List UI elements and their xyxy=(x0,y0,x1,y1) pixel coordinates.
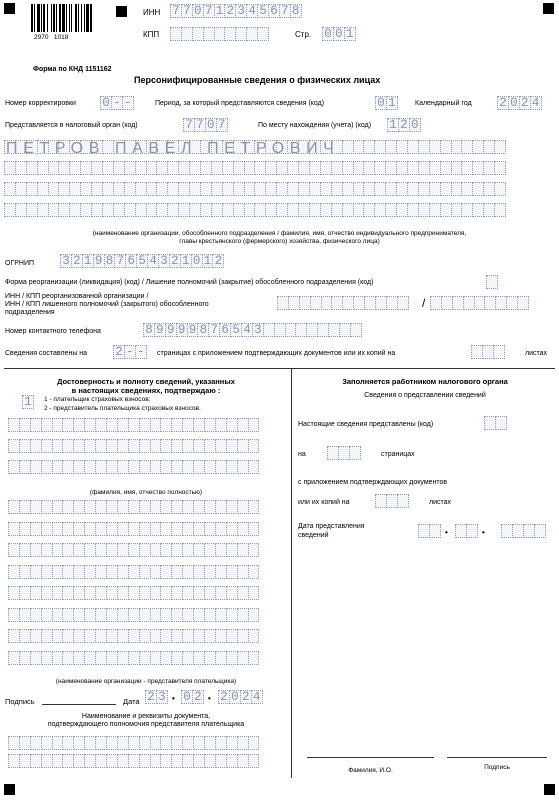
left-heading: Достоверность и полноту сведений, указанных xyxy=(57,377,235,386)
input-cell: 0 xyxy=(375,96,387,110)
input-cell: 2 xyxy=(224,4,236,18)
input-cell: 2 xyxy=(218,690,230,704)
ogrnip-label: ОГРНИП xyxy=(5,260,35,267)
barcode-bar xyxy=(66,4,67,32)
grid-row xyxy=(4,161,505,182)
input-cell xyxy=(257,27,269,41)
input-cell: 5 xyxy=(136,254,148,268)
input-cell: 0 xyxy=(229,690,241,704)
name-caption: (наименование организации, обособленного подразделения / фамилия, имя, отчество индивидуального предпринимателя, xyxy=(92,230,467,237)
grid-row xyxy=(8,565,258,587)
officer-fio-line[interactable] xyxy=(307,757,434,758)
period-label: Период, за который представляются сведения (код) xyxy=(155,100,325,107)
input-cell: 9 xyxy=(154,323,166,337)
input-cell: 6 xyxy=(219,323,231,337)
input-cell: 5 xyxy=(230,323,242,337)
barcode-bar xyxy=(84,4,85,32)
fio-caption: (фамилия, имя, отчество полностью) xyxy=(89,489,203,496)
ogrnip-field[interactable] xyxy=(60,254,223,268)
input-cell: 3 xyxy=(252,323,264,337)
tax-authority-field[interactable] xyxy=(183,118,227,132)
barcode-bar xyxy=(86,4,89,32)
year-label: Календарный год xyxy=(415,100,472,107)
location-label: По месту нахождения (учета) (код) xyxy=(258,122,372,129)
date-month-field[interactable] xyxy=(181,690,203,704)
reorg-inn-field[interactable] xyxy=(277,296,408,310)
input-cell xyxy=(248,500,260,514)
input-cell xyxy=(534,524,546,538)
tax-authority-label: Представляется в налоговый орган (код) xyxy=(5,122,138,129)
barcode-bar xyxy=(62,4,65,32)
reorg-form-label: Форма реорганизации (ликвидация) (код) / Лишение полномочий (закрытие) обособленного подразделения (код) xyxy=(5,279,374,286)
input-cell xyxy=(248,565,260,579)
input-cell xyxy=(466,524,478,538)
corner-marker xyxy=(116,6,127,17)
copies-label: или их копий на xyxy=(298,499,350,506)
input-cell xyxy=(248,543,260,557)
input-cell: 0 xyxy=(409,118,421,132)
grid-row xyxy=(8,418,258,439)
signature-label: Подпись xyxy=(5,697,35,706)
document-caption: Наименование и реквизиты документа, xyxy=(81,713,211,720)
grid-row xyxy=(8,543,258,565)
input-cell: - xyxy=(111,96,123,110)
name-caption-2: главы крестьянского (фермерского) хозяйства, физического лица) xyxy=(179,238,380,245)
input-cell: 0 xyxy=(508,96,520,110)
received-sheets-field[interactable] xyxy=(375,494,408,508)
date-label: Дата xyxy=(123,697,140,706)
barcode-number: 2970 1018 xyxy=(34,34,69,41)
section-vertical-divider xyxy=(291,368,292,778)
input-cell xyxy=(248,460,260,474)
input-cell: 1 xyxy=(202,254,214,268)
form-code: Форма по КНД 1151162 xyxy=(33,66,112,73)
input-cell: 1 xyxy=(387,118,399,132)
org-caption: (наименование организации - представителя плательщика) xyxy=(55,678,237,685)
input-cell: 8 xyxy=(104,254,116,268)
grid-row xyxy=(8,754,258,772)
presented-code-field[interactable] xyxy=(484,416,506,430)
location-field[interactable] xyxy=(387,118,420,132)
grid-row xyxy=(8,500,258,522)
confirm-option-2: 2 - представитель плательщика страховых взносов. xyxy=(44,405,201,412)
input-cell xyxy=(248,418,260,432)
attached-docs-label: с приложением подтверждающих документов xyxy=(298,479,448,486)
date-separator: • xyxy=(172,694,175,703)
input-cell xyxy=(397,494,409,508)
sheets-label: листах xyxy=(525,350,548,357)
barcode-bar xyxy=(69,4,70,32)
page-number-field[interactable] xyxy=(322,27,355,41)
input-cell: 7 xyxy=(208,323,220,337)
taxpayer-name: ПЕТРОВ ПАВЕЛ ПЕТРОВИЧ xyxy=(6,140,340,157)
input-cell: 0 xyxy=(322,27,334,41)
input-cell xyxy=(517,296,529,310)
officer-signature-line[interactable] xyxy=(447,757,547,758)
input-cell xyxy=(248,608,260,622)
barcode-bar xyxy=(75,4,77,32)
input-cell: 3 xyxy=(158,254,170,268)
input-cell: 9 xyxy=(187,323,199,337)
barcode-bar xyxy=(81,4,82,32)
input-cell: 3 xyxy=(60,254,72,268)
right-heading: Заполняется работником налогового органа xyxy=(342,377,508,386)
input-cell xyxy=(494,161,506,175)
page-label: Стр. xyxy=(295,30,312,39)
input-cell xyxy=(493,345,505,359)
sheets-field[interactable] xyxy=(471,345,504,359)
input-cell xyxy=(248,586,260,600)
input-cell: 7 xyxy=(194,118,206,132)
received-date-day-field[interactable] xyxy=(418,524,440,538)
period-field[interactable] xyxy=(375,96,397,110)
input-cell: 1 xyxy=(22,395,34,409)
received-date-year-field[interactable] xyxy=(501,524,545,538)
input-cell: 0 xyxy=(191,254,203,268)
input-cell: 9 xyxy=(176,323,188,337)
input-cell: 1 xyxy=(344,27,356,41)
kpp-field[interactable] xyxy=(170,27,268,41)
barcode-bar xyxy=(47,4,48,32)
received-pages-label: страницах xyxy=(381,451,415,458)
input-cell xyxy=(429,524,441,538)
input-cell: 4 xyxy=(241,323,253,337)
barcode-bar xyxy=(59,4,61,32)
input-cell xyxy=(397,296,409,310)
confirm-option-1: 1 - плательщик страховых взносов; xyxy=(44,396,151,403)
barcode-bar xyxy=(51,4,52,32)
corner-marker xyxy=(4,3,15,14)
input-cell: 9 xyxy=(165,323,177,337)
input-cell xyxy=(248,629,260,643)
section-divider-line xyxy=(4,368,555,369)
input-cell: 9 xyxy=(93,254,105,268)
input-cell: 8 xyxy=(197,323,209,337)
slash-separator: / xyxy=(422,296,426,310)
year-field[interactable] xyxy=(497,96,541,110)
signer-fio-grid[interactable] xyxy=(8,418,258,481)
barcode-image xyxy=(31,4,98,32)
input-cell: 6 xyxy=(125,254,137,268)
barcode-bar xyxy=(43,4,45,32)
barcode-bar xyxy=(34,4,35,32)
input-cell: 2 xyxy=(519,96,531,110)
reorg-inn-label-3: подразделения xyxy=(5,309,55,316)
input-cell: 7 xyxy=(170,4,182,18)
grid-row xyxy=(8,460,258,481)
barcode-bar xyxy=(53,4,55,32)
kpp-label: КПП xyxy=(143,30,160,39)
input-cell: 7 xyxy=(216,118,228,132)
barcode-bar xyxy=(78,4,79,32)
barcode-bar xyxy=(41,4,42,32)
left-heading-2: в настоящих сведениях, подтверждаю : xyxy=(71,386,221,395)
input-cell: 1 xyxy=(214,4,226,18)
on-label: на xyxy=(298,451,306,458)
input-cell: 8 xyxy=(143,323,155,337)
grid-row xyxy=(8,439,258,460)
input-cell: 7 xyxy=(203,4,215,18)
confirm-code-field[interactable] xyxy=(22,395,33,409)
officer-signature-label: Подпись xyxy=(484,764,510,771)
input-cell xyxy=(494,182,506,196)
input-cell: 2 xyxy=(497,96,509,110)
inn-field[interactable] xyxy=(170,4,301,18)
barcode-bar xyxy=(37,4,40,32)
page-title: Персонифицированные сведения о физических лицах xyxy=(134,75,381,85)
input-cell: 0 xyxy=(333,27,345,41)
received-date-label-2: сведений xyxy=(298,532,329,539)
input-cell: - xyxy=(135,345,147,359)
input-cell: 2 xyxy=(145,690,157,704)
grid-row xyxy=(8,629,258,651)
representative-org-grid[interactable] xyxy=(8,500,258,672)
input-cell: 2 xyxy=(212,254,224,268)
barcode-bar xyxy=(90,4,92,32)
date-separator: • xyxy=(445,528,448,537)
input-cell xyxy=(494,203,506,217)
input-cell: 7 xyxy=(279,4,291,18)
pages-suffix: страницах с приложением подтверждающих документов или их копий на xyxy=(157,350,396,357)
input-cell: 0 xyxy=(100,96,112,110)
input-cell: 2 xyxy=(192,690,204,704)
input-cell: 7 xyxy=(181,4,193,18)
input-cell xyxy=(494,140,506,154)
reorg-kpp-field[interactable] xyxy=(430,296,528,310)
input-cell xyxy=(495,416,507,430)
input-cell: 4 xyxy=(251,690,263,704)
grid-row xyxy=(8,608,258,630)
presented-code-label: Настоящие сведения представлены (код) xyxy=(298,421,434,428)
reorg-form-field[interactable] xyxy=(486,275,497,289)
input-cell xyxy=(248,439,260,453)
barcode xyxy=(31,4,98,32)
input-cell: 0 xyxy=(205,118,217,132)
corner-marker xyxy=(4,784,15,795)
document-caption-2: подтверждающего полномочия представителя плательщика xyxy=(47,721,245,728)
correction-label: Номер корректировки xyxy=(5,100,76,107)
input-cell xyxy=(350,323,362,337)
input-cell: - xyxy=(124,345,136,359)
input-cell: 5 xyxy=(257,4,269,18)
input-cell: 6 xyxy=(268,4,280,18)
input-cell: 2 xyxy=(113,345,125,359)
input-cell: 7 xyxy=(114,254,126,268)
pages-label: Сведения составлены на xyxy=(5,350,88,357)
corner-marker xyxy=(543,3,554,14)
input-cell xyxy=(349,446,361,460)
phone-field[interactable] xyxy=(143,323,361,337)
input-cell: 4 xyxy=(147,254,159,268)
input-cell: 2 xyxy=(398,118,410,132)
input-cell: 7 xyxy=(183,118,195,132)
received-date-month-field[interactable] xyxy=(455,524,477,538)
input-cell: - xyxy=(122,96,134,110)
input-cell: 2 xyxy=(71,254,83,268)
phone-label: Номер контактного телефона xyxy=(5,328,101,335)
received-pages-field[interactable] xyxy=(327,446,360,460)
input-cell: 1 xyxy=(180,254,192,268)
officer-fio-label: Фамилия, И.О. xyxy=(348,767,393,774)
pages-field[interactable] xyxy=(113,345,146,359)
received-sheets-label: листах xyxy=(429,499,452,506)
input-cell: 4 xyxy=(246,4,258,18)
grid-row xyxy=(8,651,258,673)
grid-row xyxy=(4,203,505,224)
input-cell xyxy=(486,275,498,289)
inn-label: ИНН xyxy=(143,8,161,17)
input-cell: 4 xyxy=(530,96,542,110)
input-cell: 2 xyxy=(169,254,181,268)
input-cell: 3 xyxy=(156,690,168,704)
grid-row xyxy=(8,586,258,608)
grid-row xyxy=(8,522,258,544)
input-cell: 0 xyxy=(192,4,204,18)
authority-document-grid[interactable] xyxy=(8,736,258,772)
barcode-bar xyxy=(56,4,57,32)
input-cell: 1 xyxy=(386,96,398,110)
date-separator: • xyxy=(482,528,485,537)
input-cell: 1 xyxy=(82,254,94,268)
input-cell: 0 xyxy=(181,690,193,704)
corner-marker xyxy=(544,784,555,795)
date-year-field[interactable] xyxy=(218,690,262,704)
reorg-inn-label-2: ИНН / КПП лишенного полномочий (закрытого) обособленного xyxy=(5,301,209,308)
date-day-field[interactable] xyxy=(145,690,167,704)
input-cell: 8 xyxy=(290,4,302,18)
reorg-inn-label: ИНН / КПП реорганизованной организации / xyxy=(5,293,149,300)
right-subheading: Сведения о представлении сведений xyxy=(364,392,486,399)
input-cell: 3 xyxy=(235,4,247,18)
input-cell: 2 xyxy=(240,690,252,704)
date-separator: • xyxy=(208,694,211,703)
grid-row xyxy=(4,182,505,203)
barcode-bar xyxy=(71,4,72,32)
input-cell xyxy=(248,522,260,536)
grid-row xyxy=(8,736,258,754)
input-cell xyxy=(248,754,260,768)
received-date-label: Дата представления xyxy=(298,523,365,530)
input-cell xyxy=(248,736,260,750)
barcode-bar xyxy=(31,4,33,32)
correction-field[interactable] xyxy=(100,96,133,110)
signature-line[interactable] xyxy=(42,704,116,705)
input-cell xyxy=(248,651,260,665)
